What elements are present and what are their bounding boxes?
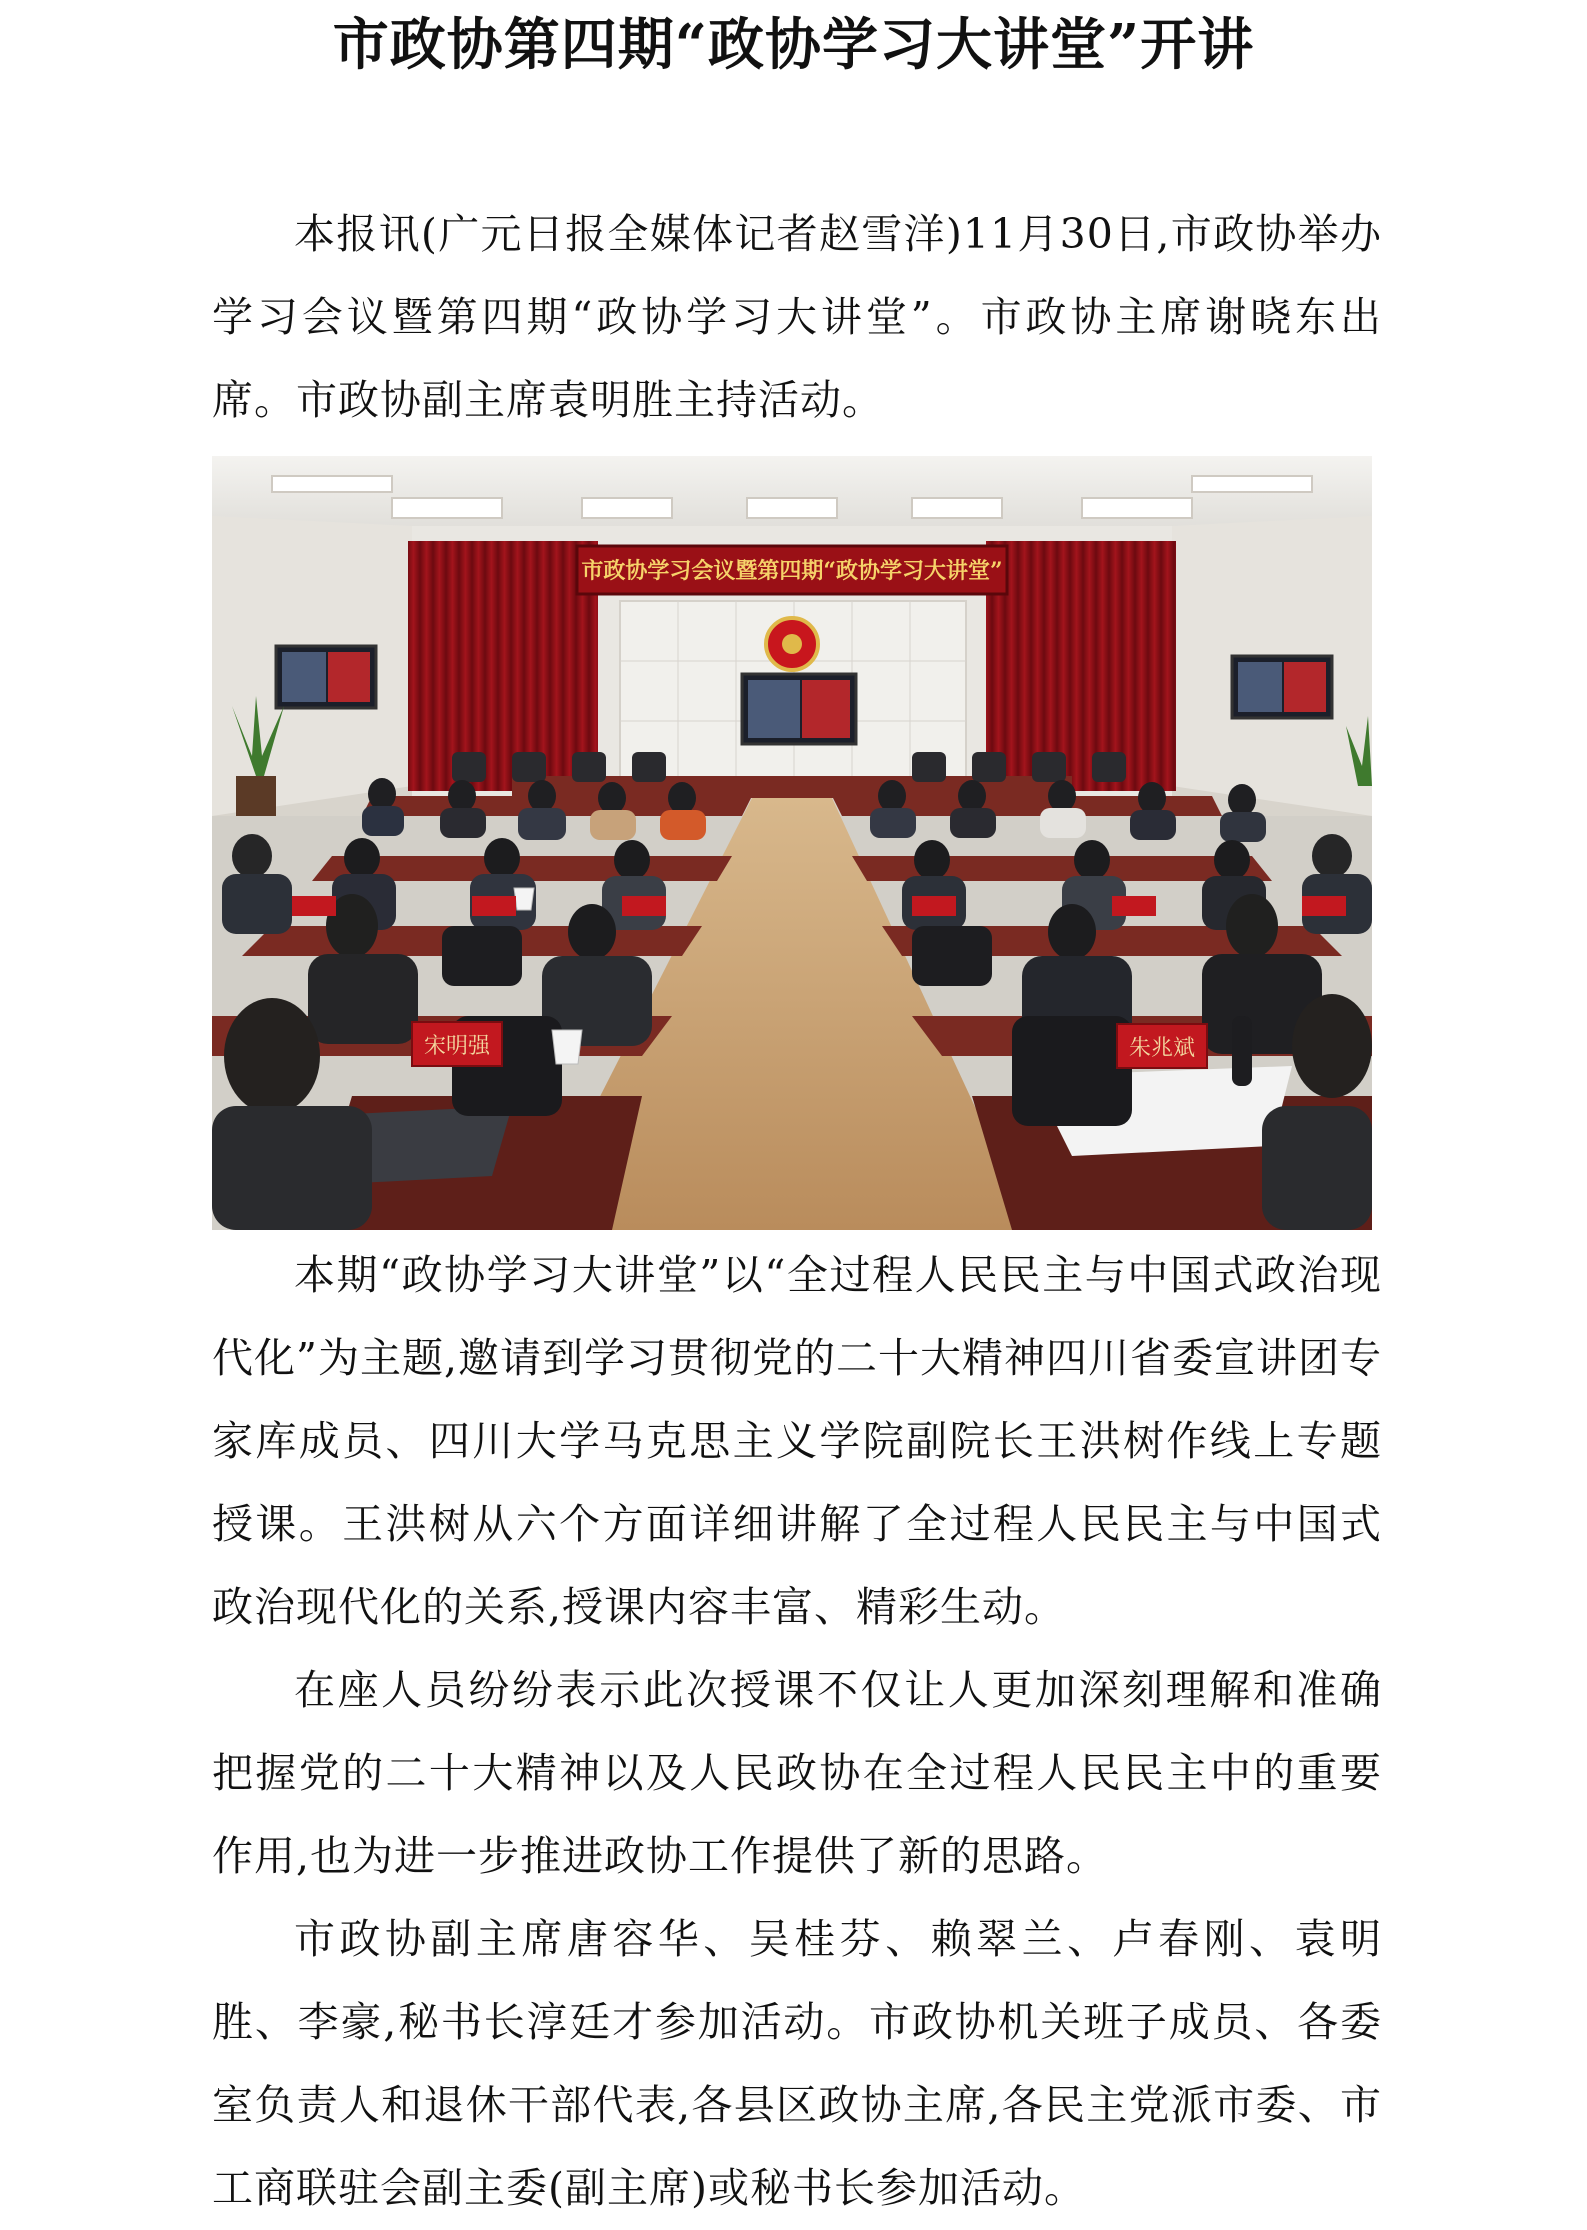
nameplate-right [1117,1024,1207,1068]
emblem-icon [766,618,818,670]
paragraph-attendees: 市政协副主席唐容华、吴桂芬、赖翠兰、卢春刚、袁明胜、李豪,秘书长淳廷才参加活动。市政协机关班子成员、各委室负责人和退休干部代表,各县区政协主席,各民主党派市委、市工商联驻会副主委(副主席)或秘书长参加活动。 [212,1915,1382,2212]
paragraph-intro: 本报讯(广元日报全媒体记者赵雪洋)11月30日,市政协举办学习会议暨第四期“政协学习大讲堂”。市政协主席谢晓东出席。市政协副主席袁明胜主持活动。 [212,210,1382,424]
thermos [1232,1016,1252,1086]
center-screen [742,674,856,744]
left-screen [276,646,376,708]
paragraph-lecture: 本期“政协学习大讲堂”以“全过程人民民主与中国式政治现代化”为主题,邀请到学习贯彻党的二十大精神四川省委宣讲团专家库成员、四川大学马克思主义学院副院长王洪树作线上专题授课。王洪树从六个方面详细讲解了全过程人民民主与中国式政治现代化的关系,授课内容丰富、精彩生动。 [212,1251,1382,1631]
meeting-room-illustration [212,456,1372,1230]
article-body [212,193,1382,2230]
nameplate-left [412,1022,502,1066]
meeting-photo [212,456,1372,1230]
paragraph-feedback: 在座人员纷纷表示此次授课不仅让人更加深刻理解和准确把握党的二十大精神以及人民政协在全过程人民民主中的重要作用,也为进一步推进政协工作提供了新的思路。 [212,1666,1382,1880]
nameplate-right-text: 朱兆斌 [1128,1036,1196,1061]
article-title: 市政协第四期“政协学习大讲堂”开讲 [332,12,1255,78]
banner-text: 市政协学习会议暨第四期“政协学习大讲堂” [581,558,1003,584]
left-curtain [408,541,598,791]
right-curtain [986,541,1176,791]
right-screen [1232,656,1332,718]
nameplate-left-text: 宋明强 [423,1034,491,1059]
